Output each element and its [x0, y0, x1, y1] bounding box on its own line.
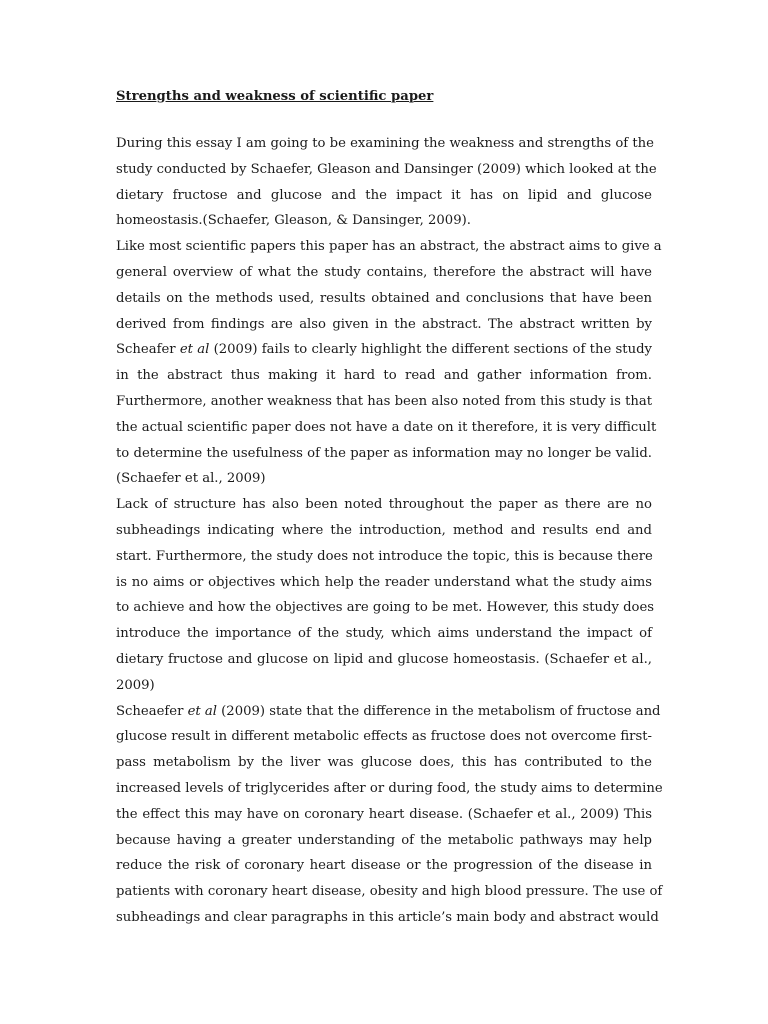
body-line: subheadings indicating where the introduction, method and results end and: [116, 522, 652, 538]
document-title: Strengths and weakness of scientific paper: [116, 89, 434, 104]
body-line: is no aims or objectives which help the reader understand what the study aims: [116, 574, 652, 590]
body-line: to achieve and how the objectives are going to be met. However, this study does: [116, 600, 655, 616]
body-line: Lack of structure has also been noted throughout the paper as there are no: [116, 497, 652, 513]
body-line: homeostasis.(Schaefer, Gleason, & Dansinger, 2009).: [116, 213, 471, 229]
body-line: in the abstract thus making it hard to read and gather information from.: [116, 368, 652, 384]
body-line: study conducted by Schaefer, Gleason and Dansinger (2009) which looked at the: [116, 161, 657, 177]
body-line: 2009): [116, 677, 155, 693]
body-line: derived from findings are also given in the abstract. The abstract written by: [116, 316, 652, 332]
body-line: increased levels of triglycerides after or during food, the study aims to determine: [116, 780, 663, 796]
body-line: dietary fructose and glucose and the impact it has on lipid and glucose: [116, 187, 652, 203]
body-line: to determine the usefulness of the paper as information may no longer be valid.: [116, 445, 652, 461]
body-line: glucose result in different metabolic effects as fructose does not overcome first-: [116, 729, 652, 745]
body-line: because having a greater understanding of the metabolic pathways may help: [116, 832, 652, 848]
body-line: Scheafer et al (2009) fails to clearly highlight the different sections of the study: [116, 342, 652, 358]
body-line: reduce the risk of coronary heart disease or the progression of the disease in: [116, 858, 652, 874]
body-line: the actual scientific paper does not have a date on it therefore, it is very difficult: [116, 419, 657, 435]
body-line: Like most scientific papers this paper has an abstract, the abstract aims to give a: [116, 239, 662, 255]
body-line: the effect this may have on coronary heart disease. (Schaefer et al., 2009) This: [116, 806, 652, 822]
body-line: details on the methods used, results obtained and conclusions that have been: [116, 290, 652, 306]
body-line: dietary fructose and glucose on lipid and glucose homeostasis. (Schaefer et al.,: [116, 651, 652, 667]
body-line: subheadings and clear paragraphs in this article’s main body and abstract would: [116, 909, 659, 925]
body-line: start. Furthermore, the study does not introduce the topic, this is because there: [116, 548, 653, 564]
body-line: (Schaefer et al., 2009): [116, 471, 266, 487]
body-line: Furthermore, another weakness that has been also noted from this study is that: [116, 393, 653, 409]
body-line: pass metabolism by the liver was glucose does, this has contributed to the: [116, 755, 652, 771]
body-line: general overview of what the study contains, therefore the abstract will have: [116, 264, 652, 280]
body-line: introduce the importance of the study, which aims understand the impact of: [116, 626, 652, 642]
document-page: [116, 88, 663, 931]
body-line: patients with coronary heart disease, obesity and high blood pressure. The use of: [116, 884, 663, 900]
document-body: [116, 131, 663, 931]
body-line: During this essay I am going to be examining the weakness and strengths of the: [116, 136, 654, 151]
body-line: Scheaefer et al (2009) state that the difference in the metabolism of fructose and: [116, 703, 661, 719]
